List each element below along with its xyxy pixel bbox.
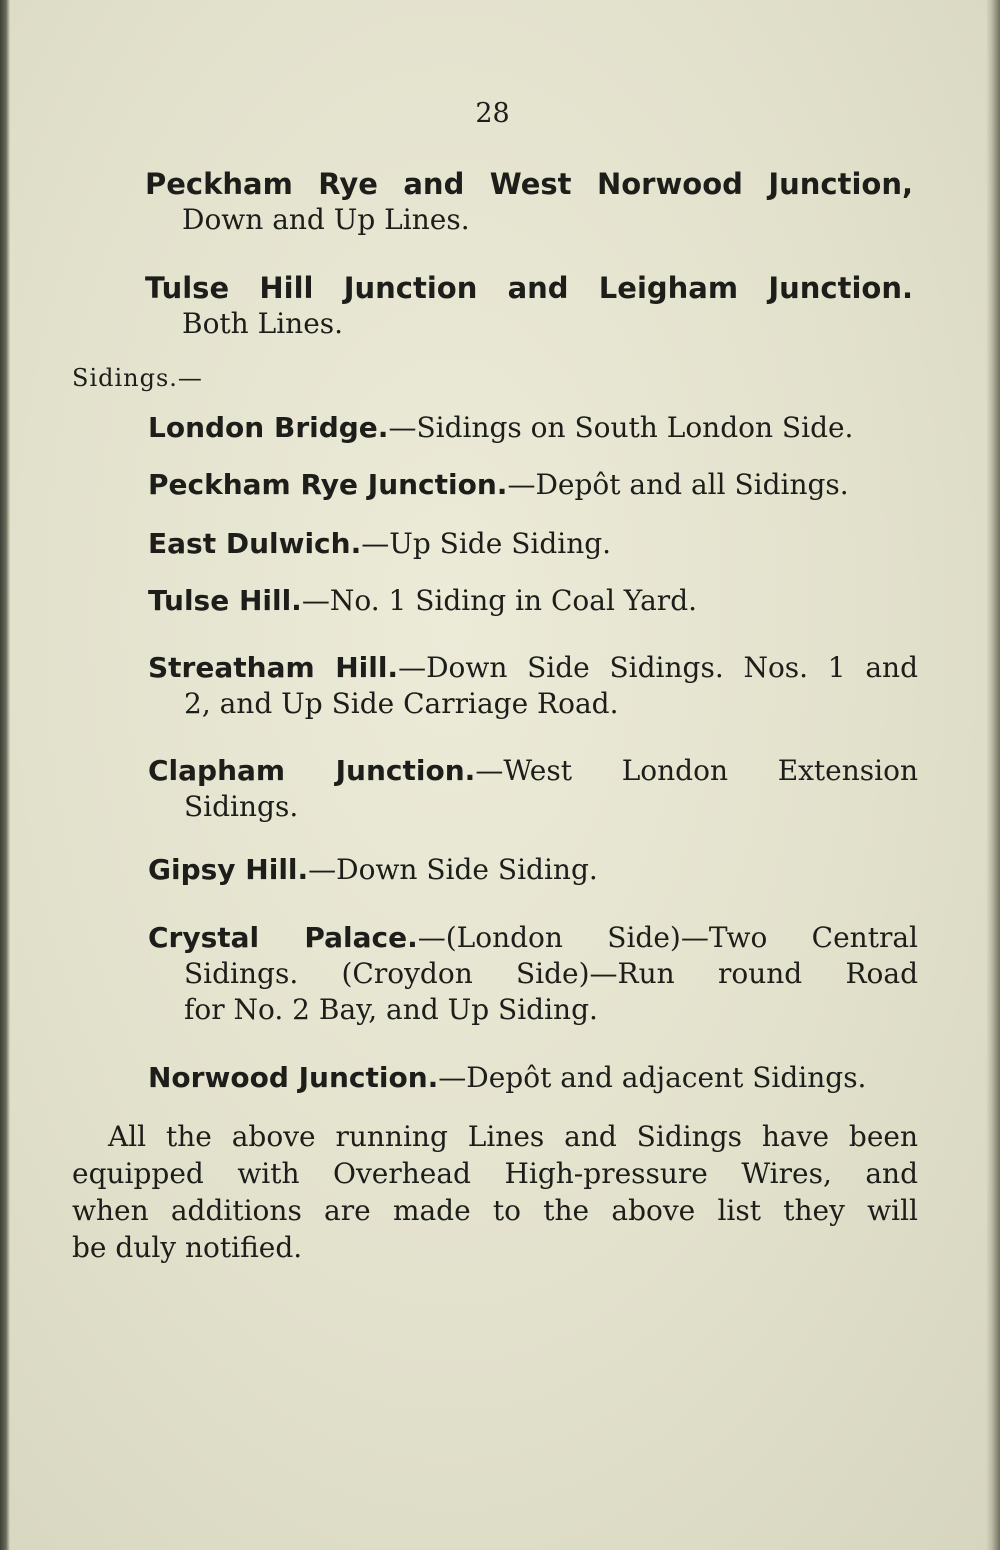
paragraph-line: equipped with Overhead High-pressure Wires, and xyxy=(72,1157,918,1190)
siding-entry-name: Tulse Hill. xyxy=(148,584,302,617)
siding-entry-name: Peckham Rye Junction. xyxy=(148,468,508,501)
sidings-label: Sidings.— xyxy=(72,364,203,392)
siding-entry-name: Clapham Junction. xyxy=(148,754,476,787)
siding-entry-streatham-hill xyxy=(148,650,918,722)
page-binding-shadow xyxy=(0,0,10,1550)
siding-entry-text: —Sidings on South London Side. xyxy=(388,411,854,444)
section-heading-tulse-hill: Tulse Hill Junction and Leigham Junction. xyxy=(145,271,913,305)
section-heading-peckham-rye: Peckham Rye and West Norwood Junction, xyxy=(145,167,913,201)
siding-entry-name: Gipsy Hill. xyxy=(148,853,309,886)
siding-entry-peckham-rye-junction xyxy=(148,467,918,503)
siding-entry-text: —Down Side Sidings. Nos. 1 and xyxy=(398,651,918,684)
siding-entry-name: London Bridge. xyxy=(148,411,389,444)
siding-entry-text: —West London Extension xyxy=(475,754,918,787)
siding-entry-first-line xyxy=(148,753,918,789)
siding-entry-continuation: Sidings. xyxy=(184,790,299,823)
section-subheading-down-up-lines: Down and Up Lines. xyxy=(182,203,470,236)
siding-entry-name: Norwood Junction. xyxy=(148,1061,439,1094)
siding-entry-east-dulwich xyxy=(148,526,918,562)
paragraph-line: when additions are made to the above list they will xyxy=(72,1194,918,1227)
section-subheading-both-lines: Both Lines. xyxy=(182,307,344,340)
siding-entry-first-line xyxy=(148,650,918,686)
siding-entry-text: —No. 1 Siding in Coal Yard. xyxy=(301,584,698,617)
siding-entry-text: —Up Side Siding. xyxy=(361,527,612,560)
siding-entry-london-bridge xyxy=(148,410,918,446)
siding-entry-name: Crystal Palace. xyxy=(148,921,418,954)
siding-entry-text: —Depôt and all Sidings. xyxy=(507,468,849,501)
siding-entry-continuation: Sidings. (Croydon Side)—Run round Road xyxy=(184,957,918,990)
page-edge-shadow xyxy=(986,0,1000,1550)
siding-entry-crystal-palace xyxy=(148,920,918,1028)
siding-entry-text: —(London Side)—Two Central xyxy=(417,921,918,954)
siding-entry-clapham-junction xyxy=(148,753,918,825)
siding-entry-continuation: for No. 2 Bay, and Up Siding. xyxy=(184,993,598,1026)
page-number: 28 xyxy=(475,98,510,129)
siding-entry-text: —Depôt and adjacent Sidings. xyxy=(438,1061,867,1094)
paragraph-line: All the above running Lines and Sidings have been xyxy=(108,1120,918,1153)
siding-entry-gipsy-hill xyxy=(148,852,918,888)
siding-entry-name: East Dulwich. xyxy=(148,527,362,560)
siding-entry-text: —Down Side Siding. xyxy=(308,853,598,886)
siding-entry-name: Streatham Hill. xyxy=(148,651,399,684)
siding-entry-norwood-junction xyxy=(148,1060,918,1096)
siding-entry-first-line xyxy=(148,920,918,956)
closing-paragraph xyxy=(72,1118,918,1266)
siding-entry-continuation: 2, and Up Side Carriage Road. xyxy=(184,687,619,720)
siding-entry-tulse-hill xyxy=(148,583,918,619)
paragraph-line: be duly notified. xyxy=(72,1231,303,1264)
